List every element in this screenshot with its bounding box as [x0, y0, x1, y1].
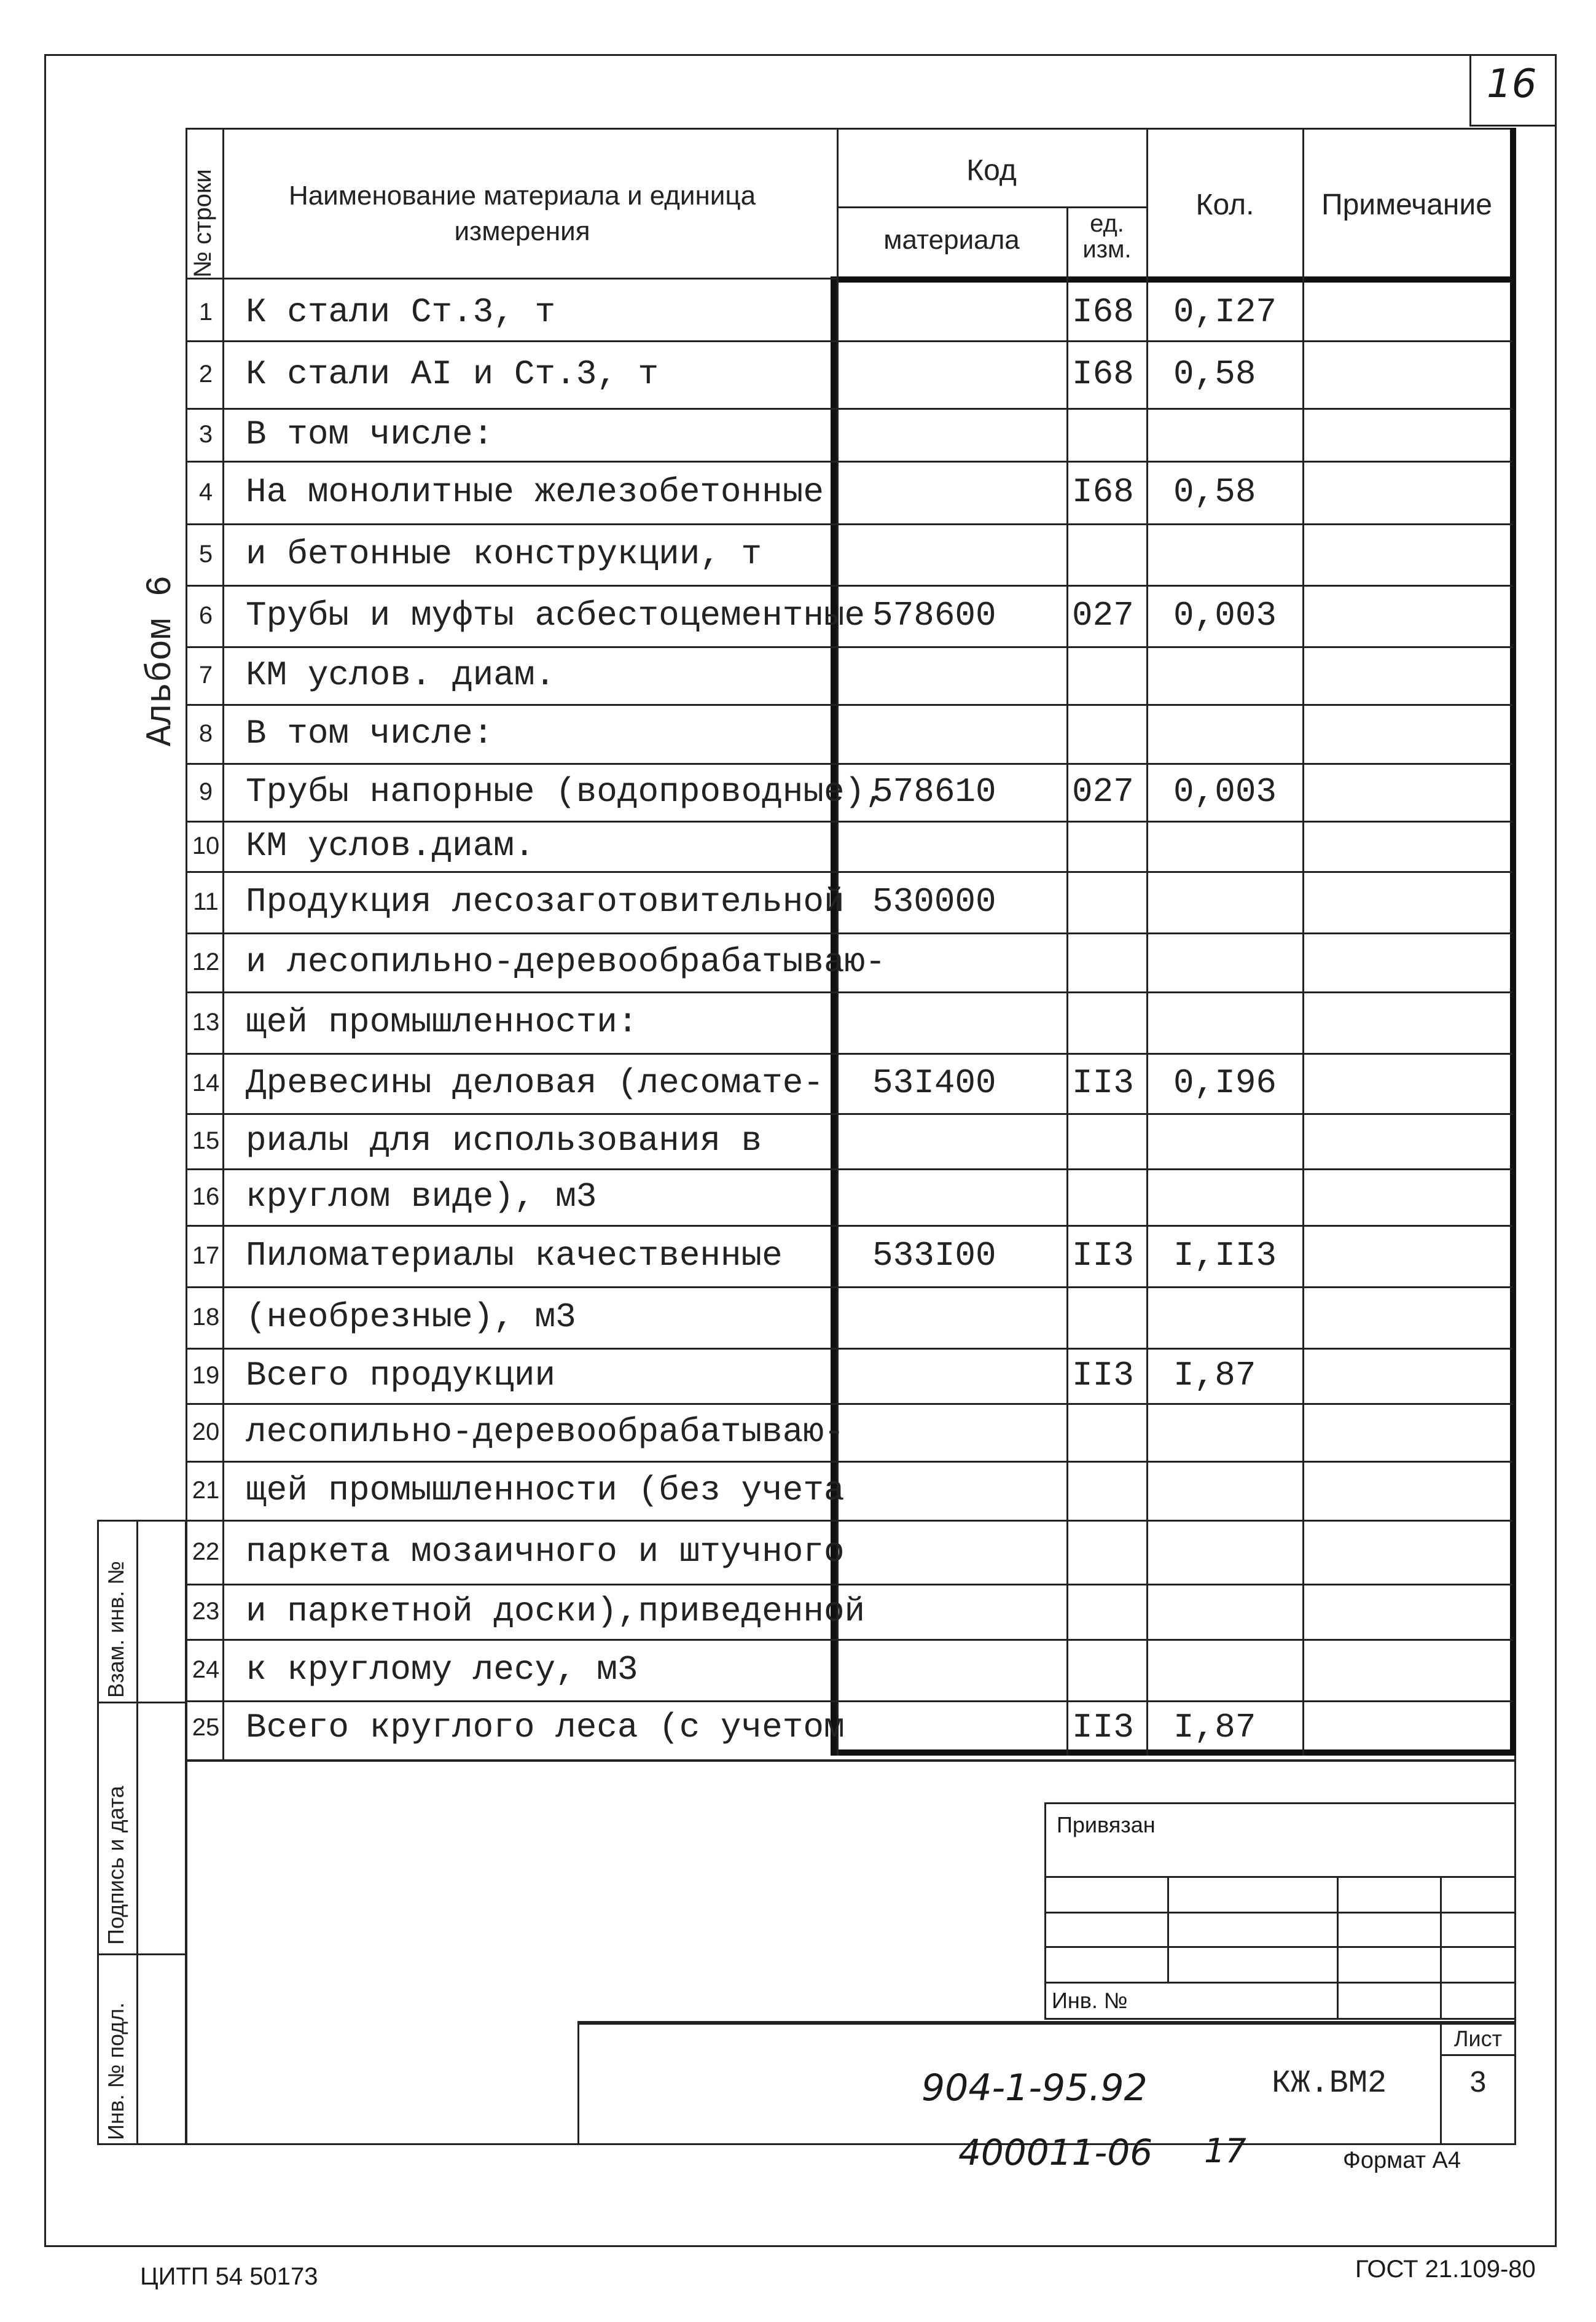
- row-name: В том числе:: [246, 714, 494, 753]
- row-name: К стали Ст.3, т: [246, 292, 556, 332]
- row-number: 24: [192, 1656, 220, 1683]
- row-number: 4: [198, 479, 213, 506]
- row-number: 21: [192, 1477, 220, 1504]
- row-number: 23: [192, 1598, 220, 1625]
- row-unit-code: 027: [1072, 596, 1134, 635]
- row-number: 20: [192, 1418, 220, 1445]
- row-quantity: I,II3: [1173, 1236, 1277, 1275]
- row-divider: [186, 1700, 1512, 1702]
- row-divider: [186, 1225, 1512, 1227]
- privyazan-line-2: [1044, 1912, 1516, 1914]
- side-block-line-1: [97, 1702, 187, 1703]
- header-unit-1: ед.: [1090, 210, 1124, 237]
- row-name: и паркетной доски),приведенной: [246, 1592, 866, 1631]
- thick-top: [831, 276, 1516, 283]
- row-divider: [186, 585, 1512, 587]
- row-divider: [186, 1348, 1512, 1350]
- side-block-line-2: [97, 1953, 187, 1955]
- row-divider: [186, 461, 1512, 463]
- row-name: Трубы напорные (водопроводные),: [246, 772, 886, 811]
- privyazan-line-1: [1044, 1876, 1516, 1878]
- row-quantity: 0,I96: [1173, 1063, 1277, 1103]
- row-number: 14: [192, 1069, 220, 1096]
- row-unit-code: I68: [1072, 292, 1134, 332]
- row-name: Всего продукции: [246, 1356, 556, 1395]
- row-divider: [186, 408, 1512, 410]
- row-divider: [186, 1639, 1512, 1641]
- row-material-code: 578600: [872, 596, 996, 635]
- thick-bottom: [831, 1749, 1516, 1756]
- row-name: риалы для использования в: [246, 1121, 762, 1160]
- row-name: паркета мозаичного и штучного: [246, 1532, 845, 1571]
- row-name: К стали AI и Ст.3, т: [246, 354, 659, 394]
- row-divider: [186, 871, 1512, 873]
- privyazan-col-2: [1337, 1876, 1339, 2020]
- privyazan-line-4: [1044, 1982, 1516, 1984]
- row-quantity: I,87: [1173, 1356, 1256, 1395]
- row-name: (необрезные), м3: [246, 1297, 576, 1337]
- row-name: Пиломатериалы качественные: [246, 1236, 783, 1275]
- side-inv-podl: Инв. № подл.: [103, 2002, 128, 2140]
- header-name: [264, 178, 780, 249]
- row-unit-code: II3: [1072, 1063, 1134, 1103]
- row-number: 25: [192, 1714, 220, 1741]
- doc-number: 904-1-95.92: [921, 2066, 1148, 2109]
- album-label: Альбом 6: [141, 575, 181, 746]
- row-divider: [186, 523, 1512, 525]
- row-name: Трубы и муфты асбестоцементные: [246, 596, 866, 635]
- inv-no-label: Инв. №: [1052, 1988, 1128, 2013]
- header-unit-2: изм.: [1082, 236, 1132, 263]
- header-note: Примечание: [1321, 189, 1492, 221]
- row-quantity: 0,58: [1173, 354, 1256, 394]
- row-number: 5: [198, 541, 213, 568]
- row-divider: [186, 1286, 1512, 1288]
- row-material-code: 530000: [872, 882, 996, 921]
- row-name: КМ услов.диам.: [246, 826, 535, 866]
- page-number: 16: [1487, 61, 1537, 107]
- row-number: 8: [198, 720, 213, 747]
- row-material-code: 533I00: [872, 1236, 996, 1275]
- footer-right: ГОСТ 21.109-80: [1355, 2256, 1536, 2283]
- row-unit-code: II3: [1072, 1236, 1134, 1275]
- row-divider: [186, 1168, 1512, 1170]
- handwritten-code: 400011-06: [958, 2132, 1153, 2173]
- row-unit-code: I68: [1072, 472, 1134, 512]
- header-row-no: № строки: [189, 169, 216, 278]
- footer-left: ЦИТП 54 50173: [140, 2263, 318, 2290]
- thick-right: [1510, 128, 1516, 1756]
- row-number: 2: [198, 361, 213, 388]
- row-name: Всего круглого леса (с учетом: [246, 1708, 845, 1747]
- row-number: 11: [193, 888, 219, 915]
- side-vzam: Взам. инв. №: [103, 1560, 128, 1698]
- row-divider: [186, 821, 1512, 823]
- row-quantity: 0,I27: [1173, 292, 1277, 332]
- row-name: щей промышленности:: [246, 1003, 638, 1042]
- row-name: В том числе:: [246, 415, 494, 454]
- row-unit-code: II3: [1072, 1356, 1134, 1395]
- row-divider: [186, 340, 1512, 342]
- privyazan-label: Привязан: [1057, 1812, 1156, 1837]
- row-quantity: 0,58: [1173, 472, 1256, 512]
- row-name: и бетонные конструкции, т: [246, 534, 762, 574]
- row-number: 16: [192, 1183, 220, 1210]
- row-name: к круглому лесу, м3: [246, 1650, 638, 1689]
- row-name: круглом виде), м3: [246, 1177, 597, 1216]
- row-number: 3: [198, 421, 213, 448]
- col-note-line: [1302, 128, 1304, 1756]
- row-divider: [186, 1113, 1512, 1115]
- sheet-label: Лист: [1453, 2026, 1503, 2051]
- row-name: На монолитные железобетонные: [246, 472, 824, 512]
- col-unit-line: [1066, 208, 1068, 1756]
- row-quantity: I,87: [1173, 1708, 1256, 1747]
- row-number: 9: [198, 778, 213, 805]
- row-number: 1: [198, 299, 213, 326]
- row-number: 17: [192, 1242, 220, 1269]
- row-divider: [186, 932, 1512, 934]
- privyazan-col-3: [1440, 1876, 1442, 2020]
- row-name: лесопильно-деревообрабатываю-: [246, 1412, 845, 1452]
- row-material-code: 53I400: [872, 1063, 996, 1103]
- row-divider: [186, 1403, 1512, 1405]
- col-rownum-line: [222, 128, 224, 1762]
- row-name: Продукция лесозаготовительной: [246, 882, 845, 921]
- row-divider: [186, 1520, 1512, 1522]
- col-code-line: [837, 128, 839, 1756]
- row-name: и лесопильно-деревообрабатываю-: [246, 942, 886, 982]
- row-number: 13: [192, 1009, 220, 1036]
- row-material-code: 578610: [872, 772, 996, 811]
- code-sub-line: [837, 206, 1146, 208]
- row-name: щей промышленности (без учета: [246, 1471, 845, 1510]
- row-divider: [186, 704, 1512, 706]
- row-unit-code: I68: [1072, 354, 1134, 394]
- row-number: 10: [192, 832, 220, 859]
- row-quantity: 0,003: [1173, 772, 1277, 811]
- title-block-top-thick: [577, 2021, 1516, 2025]
- sheet-number: 3: [1469, 2066, 1487, 2098]
- format-label: Формат А4: [1343, 2148, 1461, 2173]
- handwritten-num: 17: [1204, 2132, 1246, 2170]
- row-unit-code: II3: [1072, 1708, 1134, 1747]
- row-divider: [186, 1584, 1512, 1585]
- header-qty: Кол.: [1195, 189, 1254, 221]
- row-number: 22: [192, 1538, 220, 1565]
- sheet-label-line: [1440, 2054, 1516, 2056]
- row-unit-code: 027: [1072, 772, 1134, 811]
- side-podpis: Подпись и дата: [103, 1786, 128, 1945]
- row-number: 15: [192, 1127, 220, 1154]
- side-block-divider: [136, 1520, 138, 2145]
- row-quantity: 0,003: [1173, 596, 1277, 635]
- privyazan-line-3: [1044, 1946, 1516, 1948]
- header-name-text: Наименование материала и единица измерения: [288, 181, 756, 246]
- row-divider: [186, 1461, 1512, 1463]
- row-number: 19: [192, 1362, 220, 1389]
- col-qty-line: [1146, 128, 1148, 1756]
- header-code: Код: [966, 154, 1017, 187]
- header-bottom-line: [186, 278, 837, 280]
- row-divider: [186, 646, 1512, 648]
- row-divider: [186, 991, 1512, 993]
- doc-code: КЖ.ВМ2: [1272, 2065, 1387, 2101]
- header-material: материала: [883, 225, 1020, 255]
- privyazan-col-1: [1167, 1876, 1169, 1982]
- row-number: 6: [198, 602, 213, 629]
- row-number: 7: [198, 662, 213, 689]
- row-name: КМ услов. диам.: [246, 655, 556, 695]
- row-number: 12: [192, 948, 220, 975]
- row-divider: [186, 763, 1512, 765]
- row-name: Древесины деловая (лесомате-: [246, 1063, 824, 1103]
- row-number: 18: [192, 1304, 220, 1331]
- row-divider: [186, 1053, 1512, 1055]
